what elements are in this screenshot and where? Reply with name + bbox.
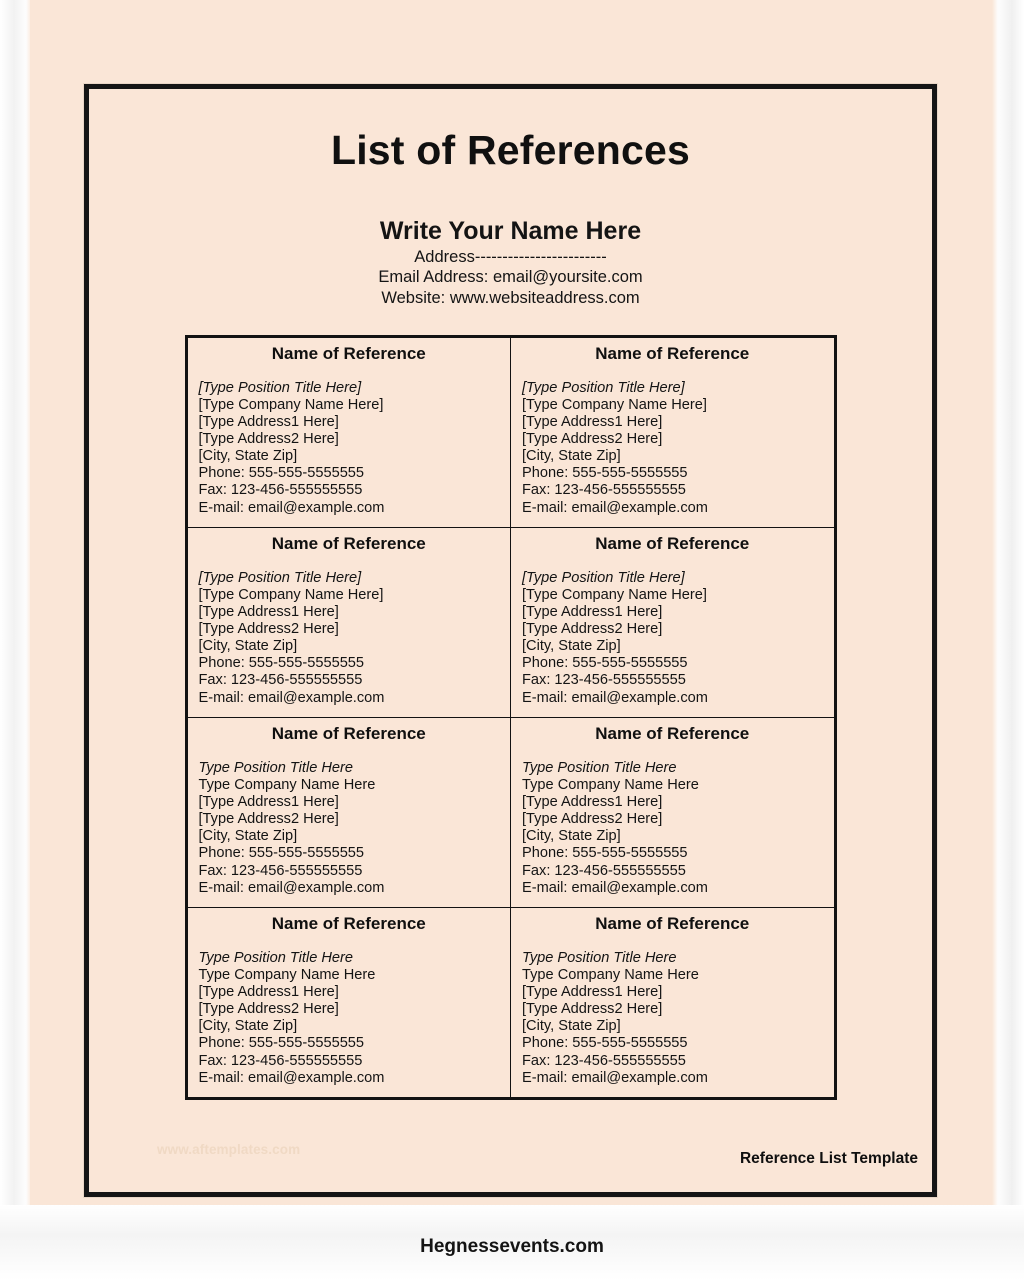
reference-position: Type Position Title Here: [198, 759, 354, 776]
reference-company: [Type Company Name Here]: [198, 396, 384, 413]
reference-email: E-mail: email@example.com: [198, 499, 385, 516]
reference-address1: [Type Address1 Here]: [198, 413, 339, 430]
reference-details: [511, 936, 834, 1087]
reference-cell[interactable]: [511, 527, 836, 717]
reference-address2: [Type Address2 Here]: [198, 430, 339, 447]
reference-address1: [Type Address1 Here]: [522, 793, 663, 810]
reference-address2: [Type Address2 Here]: [198, 621, 339, 638]
reference-phone: Phone: 555-555-5555555: [198, 465, 365, 482]
reference-details: [511, 556, 834, 707]
document-frame: [84, 84, 937, 1197]
reference-city-state-zip: [City, State Zip]: [522, 638, 621, 655]
person-email: Email Address: email@yoursite.com: [378, 268, 643, 287]
reference-address2: [Type Address2 Here]: [198, 1001, 339, 1018]
reference-name: Name of Reference: [271, 723, 426, 743]
reference-cell[interactable]: [511, 717, 836, 907]
reference-fax: Fax: 123-456-555555555: [198, 672, 363, 689]
reference-address1: [Type Address1 Here]: [198, 793, 339, 810]
reference-details: [188, 936, 511, 1087]
person-website: Website: www.websiteaddress.com: [381, 288, 640, 307]
reference-name: Name of Reference: [595, 533, 750, 553]
reference-company: [Type Company Name Here]: [522, 586, 707, 603]
reference-city-state-zip: [City, State Zip]: [522, 828, 621, 845]
reference-name: Name of Reference: [271, 343, 426, 363]
reference-cell[interactable]: [511, 336, 836, 527]
reference-email: E-mail: email@example.com: [522, 689, 708, 706]
reference-cell[interactable]: [186, 527, 511, 717]
reference-address2: [Type Address2 Here]: [522, 1001, 663, 1018]
reference-company: Type Company Name Here: [198, 966, 376, 983]
reference-email: E-mail: email@example.com: [198, 879, 385, 896]
reference-details: [188, 366, 511, 517]
table-row: [186, 717, 835, 907]
reference-cell[interactable]: [186, 907, 511, 1098]
reference-city-state-zip: [City, State Zip]: [198, 828, 298, 845]
reference-address2: [Type Address2 Here]: [522, 430, 663, 447]
reference-address1: [Type Address1 Here]: [522, 413, 663, 430]
document-footer: [89, 1136, 932, 1182]
reference-name: Name of Reference: [595, 723, 750, 743]
reference-address2: [Type Address2 Here]: [198, 811, 339, 828]
reference-phone: Phone: 555-555-5555555: [522, 1035, 688, 1052]
watermark: www.aftemplates.com: [157, 1142, 301, 1157]
reference-cell[interactable]: [186, 336, 511, 527]
reference-address1: [Type Address1 Here]: [522, 984, 663, 1001]
reference-fax: Fax: 123-456-555555555: [198, 1052, 363, 1069]
reference-email: E-mail: email@example.com: [522, 879, 708, 896]
reference-email: E-mail: email@example.com: [198, 689, 385, 706]
table-row: [186, 336, 835, 527]
reference-position: Type Position Title Here: [522, 759, 677, 776]
reference-fax: Fax: 123-456-555555555: [522, 1052, 686, 1069]
template-label: Reference List Template: [739, 1150, 918, 1167]
reference-company: Type Company Name Here: [522, 776, 699, 793]
reference-name: Name of Reference: [595, 343, 750, 363]
reference-position: Type Position Title Here: [522, 949, 677, 966]
reference-email: E-mail: email@example.com: [522, 1069, 708, 1086]
reference-company: [Type Company Name Here]: [522, 396, 707, 413]
reference-address2: [Type Address2 Here]: [522, 621, 663, 638]
reference-city-state-zip: [City, State Zip]: [522, 448, 621, 465]
reference-address1: [Type Address1 Here]: [198, 603, 339, 620]
reference-phone: Phone: 555-555-5555555: [198, 655, 365, 672]
reference-details: [188, 746, 511, 897]
reference-position: [Type Position Title Here]: [198, 379, 362, 396]
reference-name: Name of Reference: [271, 913, 426, 933]
reference-fax: Fax: 123-456-555555555: [522, 482, 686, 499]
reference-position: [Type Position Title Here]: [198, 569, 362, 586]
reference-position: [Type Position Title Here]: [522, 379, 685, 396]
table-row: [186, 527, 835, 717]
reference-position: [Type Position Title Here]: [522, 569, 685, 586]
reference-cell[interactable]: [511, 907, 836, 1098]
reference-details: [188, 556, 511, 707]
references-table: [185, 335, 837, 1100]
reference-phone: Phone: 555-555-5555555: [198, 1035, 365, 1052]
reference-phone: Phone: 555-555-5555555: [522, 465, 688, 482]
reference-email: E-mail: email@example.com: [522, 499, 708, 516]
reference-phone: Phone: 555-555-5555555: [522, 655, 688, 672]
reference-fax: Fax: 123-456-555555555: [522, 862, 686, 879]
page-title: List of References: [330, 127, 691, 173]
person-address: Address------------------------: [414, 248, 607, 267]
reference-phone: Phone: 555-555-5555555: [522, 845, 688, 862]
reference-city-state-zip: [City, State Zip]: [198, 448, 298, 465]
reference-position: Type Position Title Here: [198, 949, 354, 966]
reference-city-state-zip: [City, State Zip]: [198, 1018, 298, 1035]
reference-company: Type Company Name Here: [522, 966, 699, 983]
reference-company: [Type Company Name Here]: [198, 586, 384, 603]
personal-header-block: [89, 216, 932, 308]
site-credit: Hegnessevents.com: [420, 1236, 604, 1257]
reference-details: [511, 746, 834, 897]
reference-fax: Fax: 123-456-555555555: [198, 862, 363, 879]
reference-name: Name of Reference: [595, 913, 750, 933]
reference-address2: [Type Address2 Here]: [522, 811, 663, 828]
reference-details: [511, 366, 834, 517]
reference-fax: Fax: 123-456-555555555: [198, 482, 363, 499]
reference-company: Type Company Name Here: [198, 776, 376, 793]
reference-city-state-zip: [City, State Zip]: [198, 638, 298, 655]
table-row: [186, 907, 835, 1098]
reference-fax: Fax: 123-456-555555555: [522, 672, 686, 689]
reference-phone: Phone: 555-555-5555555: [198, 845, 365, 862]
reference-name: Name of Reference: [271, 533, 426, 553]
reference-cell[interactable]: [186, 717, 511, 907]
reference-email: E-mail: email@example.com: [198, 1069, 385, 1086]
person-name: Write Your Name Here: [379, 217, 642, 245]
reference-address1: [Type Address1 Here]: [522, 603, 663, 620]
reference-city-state-zip: [City, State Zip]: [522, 1018, 621, 1035]
reference-address1: [Type Address1 Here]: [198, 984, 339, 1001]
